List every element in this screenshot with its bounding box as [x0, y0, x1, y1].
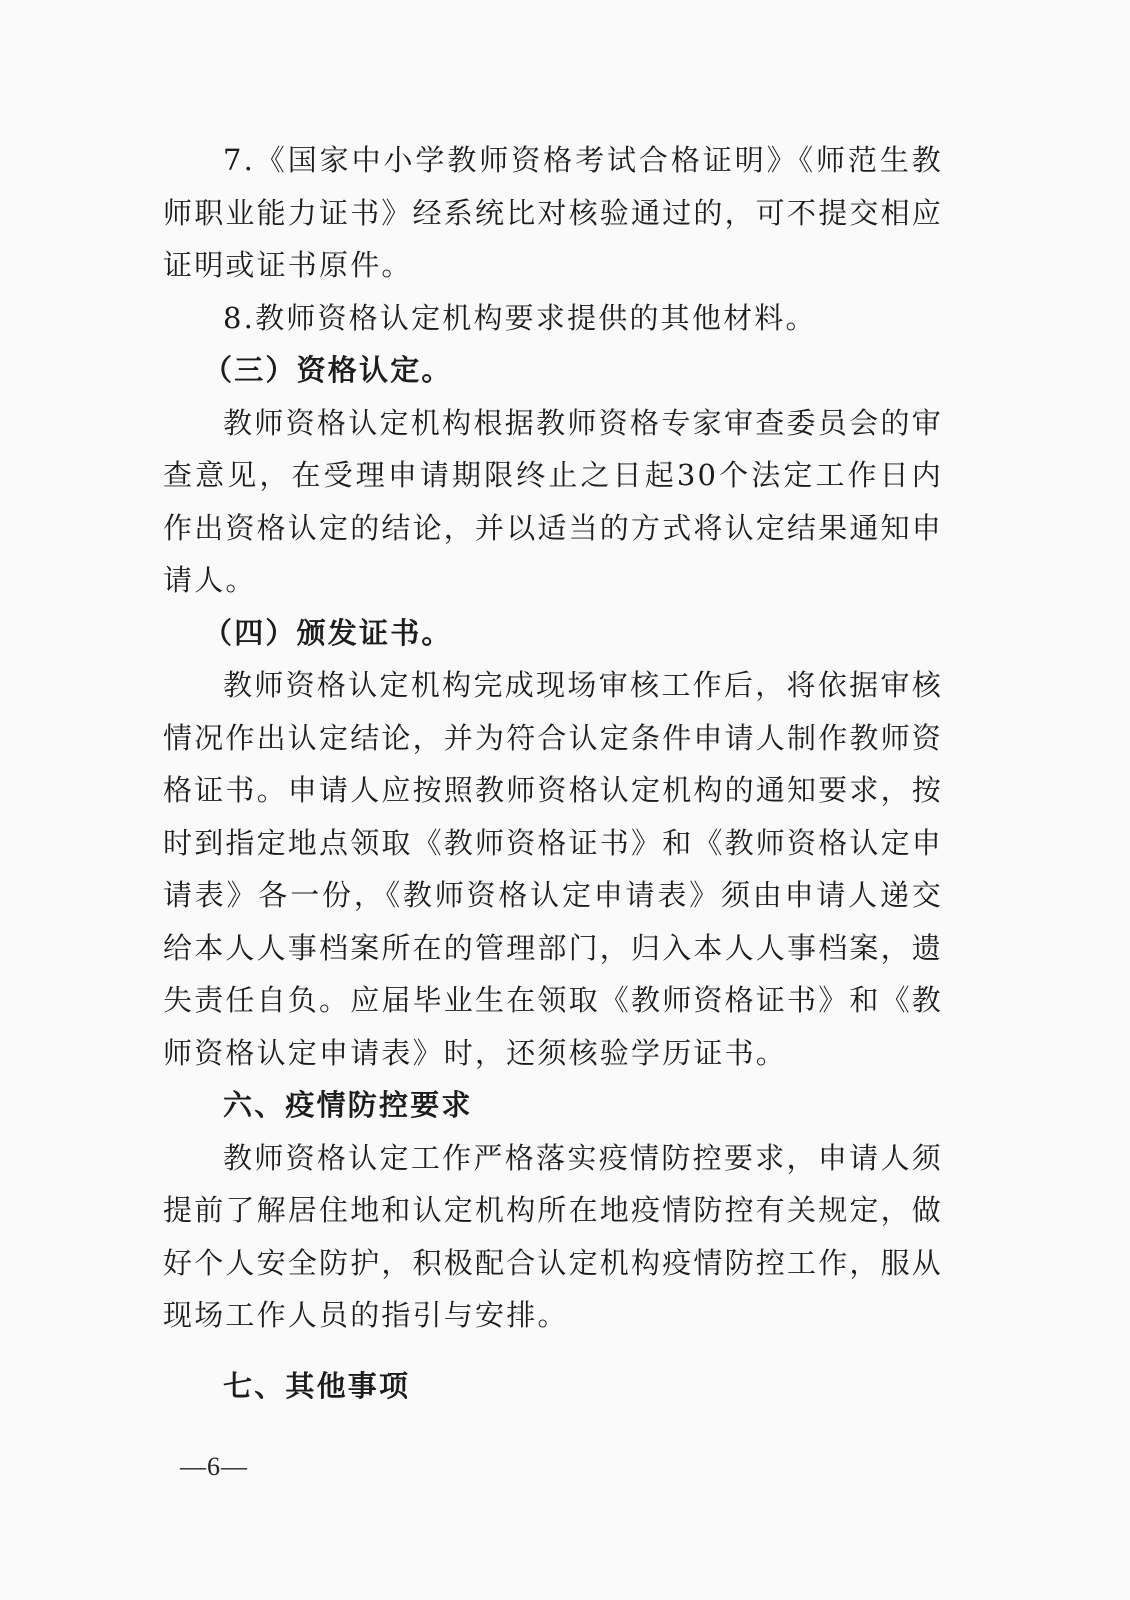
paragraph-epidemic-prevention: 教师资格认定工作严格落实疫情防控要求，申请人须提前了解居住地和认定机构所在地疫情防控有关规定，做好个人安全防护，积极配合认定机构疫情防控工作，服从现场工作人员的指引与安排。: [163, 1140, 944, 1332]
paragraph-certificate-issuance: 教师资格认定机构完成现场审核工作后，将依据审核情况作出认定结论，并为符合认定条件申请人制作教师资格证书。申请人应按照教师资格认定机构的通知要求，按时到指定地点领取《教师资格证书》和《教师资格认定申请表》各一份，《教师资格认定申请表》须由申请人递交给本人人事档案所在的管理部门，归入本人人事档案，遗失责任自负。应届毕业生在领取《教师资格证书》和《教师资格认定申请表》时，还须核验学历证书。: [163, 668, 944, 1070]
subheading-certificate-issuance: （四）颁发证书。: [203, 615, 453, 650]
paragraph-item-7: 7.《国家中小学教师资格考试合格证明》《师范生教师职业能力证书》经系统比对核验通过的，可不提交相应证明或证书原件。: [163, 143, 944, 282]
heading-other-matters: 七、其他事项: [223, 1368, 411, 1403]
heading-epidemic-prevention: 六、疫情防控要求: [223, 1088, 473, 1122]
subheading-qualification-certification: （三）资格认定。: [203, 353, 453, 387]
page-number: —6—: [180, 1452, 248, 1481]
paragraph-item-8: 8.教师资格认定机构要求提供的其他材料。: [223, 300, 817, 335]
document-body: [163, 134, 943, 1412]
paragraph-qualification-certification: 教师资格认定机构根据教师资格专家审查委员会的审查意见，在受理申请期限终止之日起30个法定工作日内作出资格认定的结论，并以适当的方式将认定结果通知申请人。: [163, 405, 944, 597]
